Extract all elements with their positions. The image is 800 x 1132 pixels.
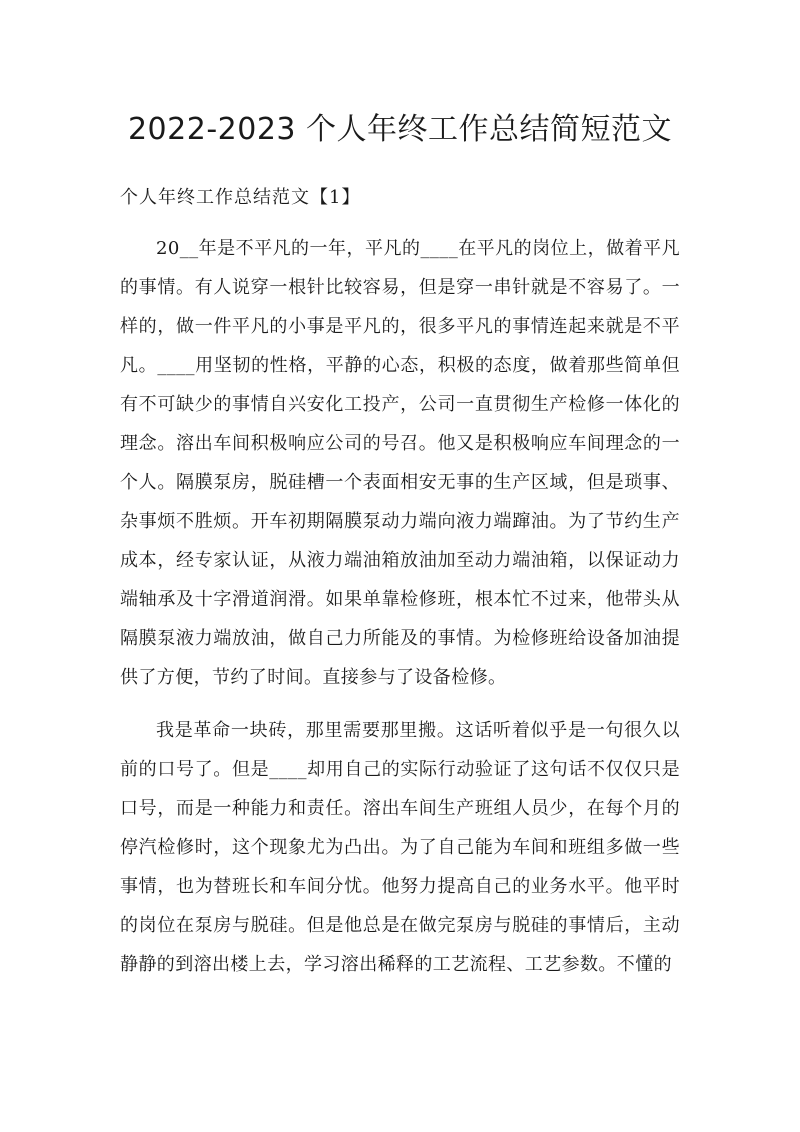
body-paragraph-1: 20__年是不平凡的一年，平凡的____在平凡的岗位上，做着平凡的事情。有人说穿一根针比较容易，但是穿一串针就是不容易了。一样的，做一件平凡的小事是平凡的，很多平凡的事情连起来就是不平凡。____用坚韧的性格，平静的心态，积极的态度，做着那些简单但有不可缺少的事情自兴安化工投产，公司一直贯彻生产检修一体化的理念。溶出车间积极响应公司的号召。他又是积极响应车间理念的一个人。隔膜泵房，脱硅槽一个表面相安无事的生产区域，但是琐事、杂事烦不胜烦。开车初期隔膜泵动力端向液力端蹿油。为了节约生产成本，经专家认证，从液力端油箱放油加至动力端油箱，以保证动力端轴承及十字滑道润滑。如果单靠检修班，根本忙不过来，他带头从隔膜泵液力端放油，做自己力所能及的事情。为检修班给设备加油提供了方便，节约了时间。直接参与了设备检修。 bbox=[120, 238, 680, 688]
body-paragraph-2: 我是革命一块砖，那里需要那里搬。这话听着似乎是一句很久以前的口号了。但是____却用自己的实际行动验证了这句话不仅仅只是口号，而是一种能力和责任。溶出车间生产班组人员少，在每个月的停汽检修时，这个现象尤为凸出。为了自己能为车间和班组多做一些事情，也为替班长和车间分忧。他努力提高自己的业务水平。他平时的岗位在泵房与脱硅。但是他总是在做完泵房与脱硅的事情后，主动静静的到溶出楼上去，学习溶出稀释的工艺流程、工艺参数。不懂的 bbox=[120, 720, 680, 975]
document-title: 2022-2023 个人年终工作总结简短范文 bbox=[127, 112, 673, 147]
section-heading: 个人年终工作总结范文【1】 bbox=[120, 187, 361, 208]
